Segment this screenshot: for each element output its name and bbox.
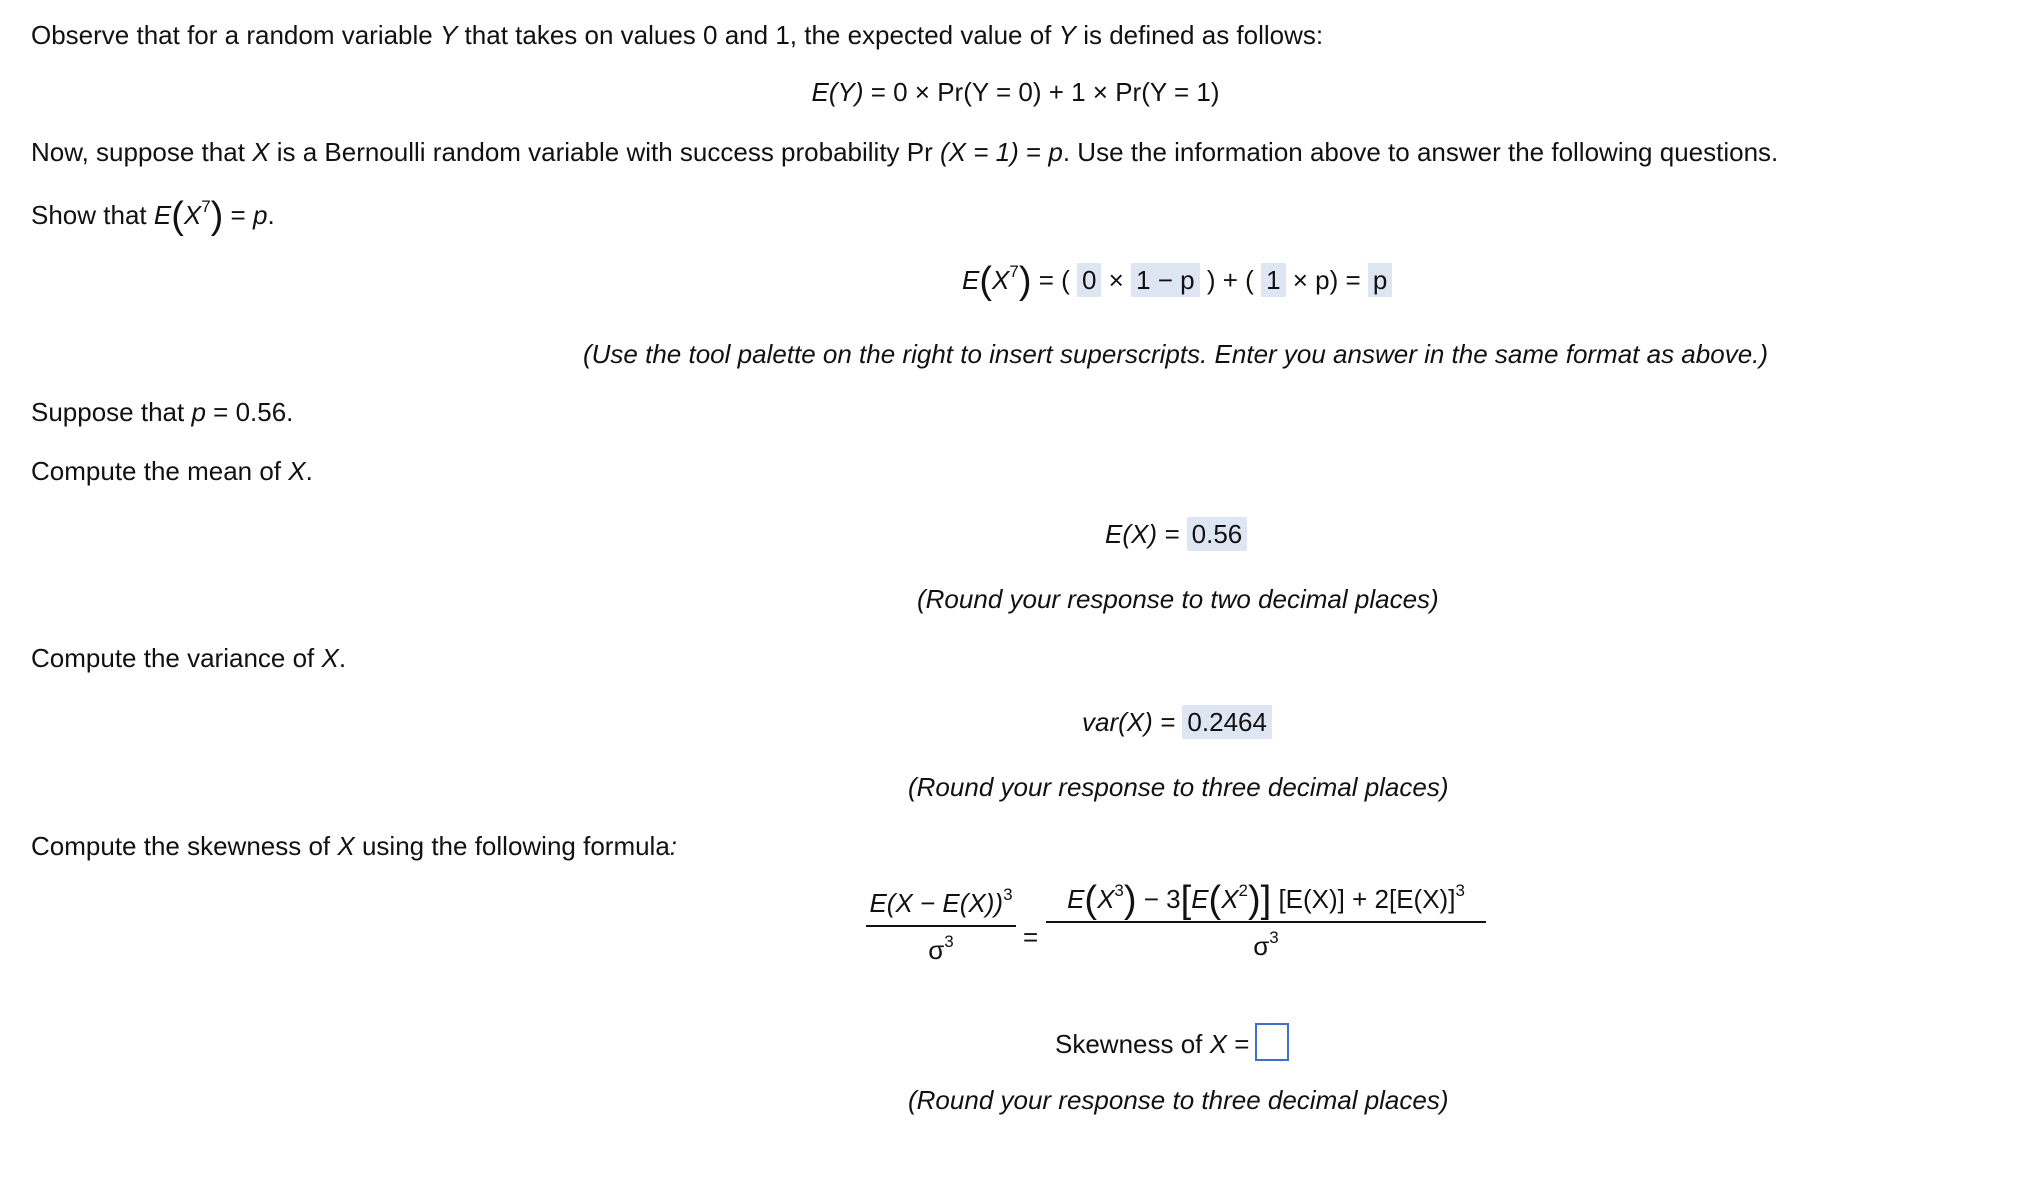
variance-prompt-text: Compute the variance of — [31, 643, 322, 673]
var-X: X — [337, 831, 355, 861]
ey-formula-left: E(Y) — [811, 77, 864, 107]
bernoulli-text-c: = — [1018, 137, 1049, 167]
mean-prompt-text: Compute the mean of — [31, 456, 289, 486]
var-X: X — [1097, 884, 1115, 914]
intro-text — [31, 20, 1323, 51]
skewness-answer-line — [1055, 1023, 1289, 1061]
exponent: 2 — [1238, 881, 1249, 900]
p-value-number: = 0.56. — [205, 397, 294, 427]
skewness-equals — [1023, 922, 1038, 953]
intro-text-b: that takes on values 0 and 1, the expected value of — [457, 20, 1059, 50]
exponent: 3 — [1114, 881, 1124, 900]
expectation-symbol: E — [153, 200, 172, 230]
q1-answer-field-1[interactable]: 0 — [1077, 263, 1101, 297]
skewness-hint — [908, 1085, 1449, 1116]
skewness-hint-text: (Round your response to three decimal places) — [908, 1085, 1449, 1115]
q1-hint-text: (Use the tool palette on the right to insert superscripts. Enter you answer in the same format as above.) — [583, 339, 1769, 369]
prob-expression: (X = 1) — [940, 137, 1019, 167]
show-that-prompt: Show that $E(X^7) = p$. — [31, 195, 275, 237]
mean-prompt — [31, 456, 313, 487]
equals-sign: = — [1023, 922, 1039, 952]
times-sign: × — [1101, 265, 1132, 295]
bernoulli-text — [31, 137, 1778, 168]
q1-answer-field-4[interactable]: p — [1368, 263, 1392, 297]
mean-answer-line — [1105, 519, 1247, 550]
mean-answer-field[interactable]: 0.56 — [1187, 517, 1248, 551]
skewness-prompt-text-b: using the following formula — [354, 831, 670, 861]
sigma-symbol: σ — [928, 935, 945, 965]
var-X: X — [992, 265, 1010, 295]
period: . — [338, 643, 347, 673]
skewness-label-b: = — [1226, 1029, 1250, 1059]
equals-sign: = — [223, 200, 253, 230]
ey-formula-right: = 0 × Pr(Y = 0) + 1 × Pr(Y = 1) — [870, 77, 1220, 107]
intro-text-a: Observe that for a random variable — [31, 20, 440, 50]
skewness-answer-input[interactable] — [1255, 1023, 1289, 1061]
skewness-rhs-fraction — [1046, 879, 1486, 962]
variance-prompt — [31, 643, 346, 674]
skewness-lhs-num-text: E(X − E(X)) — [869, 888, 1004, 918]
q1-answer-line: $E(X^7)$ = ( 0 × 1 − p ) + ( 1 × p) = p — [962, 265, 1392, 296]
bernoulli-text-b: is a Bernoulli random variable with success probability Pr — [269, 137, 940, 167]
p-value-text — [31, 397, 293, 428]
colon: : — [669, 831, 678, 861]
mean-hint-text: (Round your response to two decimal places) — [917, 584, 1439, 614]
q1-times-p: × p) = — [1285, 265, 1368, 295]
skewness-rhs-num-tail: [E(X)] + 2[E(X)] — [1271, 884, 1456, 914]
mean-label: E(X) = — [1105, 519, 1187, 549]
skewness-lhs-denominator — [866, 927, 1016, 966]
exponent: 7 — [1009, 262, 1019, 281]
period: . — [305, 456, 313, 486]
q1-hint — [583, 339, 1768, 370]
skewness-rhs-denominator — [1046, 923, 1486, 962]
var-p: p — [191, 397, 206, 427]
var-X: X — [252, 137, 270, 167]
variance-hint — [908, 772, 1449, 803]
q1-mid: ) + ( — [1199, 265, 1262, 295]
q1-answer-field-2[interactable]: 1 − p — [1131, 263, 1200, 297]
expectation-symbol: E — [1067, 884, 1085, 914]
ey-formula — [0, 77, 2031, 108]
var-p: p — [252, 200, 268, 230]
skewness-prompt — [31, 831, 677, 862]
skewness-prompt-text-a: Compute the skewness of — [31, 831, 338, 861]
variance-label: var(X) = — [1082, 707, 1183, 737]
variance-answer-field[interactable]: 0.2464 — [1182, 705, 1272, 739]
skewness-rhs-numerator: $E(X^3) - 3[E(X^2)] [E(X)] + 2[E(X)]^3$ — [1067, 879, 1465, 921]
skewness-lhs-numerator — [866, 885, 1016, 925]
q1-eq-open: = ( — [1031, 265, 1077, 295]
var-X: X — [1209, 1029, 1227, 1059]
var-X: X — [321, 643, 339, 673]
var-Y: Y — [439, 20, 458, 50]
intro-text-c: is defined as follows: — [1075, 20, 1324, 50]
exponent: 3 — [1455, 881, 1465, 900]
variance-answer-line — [1082, 707, 1272, 738]
exponent: 3 — [1003, 885, 1013, 904]
var-X: X — [1221, 884, 1239, 914]
exponent: 3 — [1269, 928, 1279, 948]
show-that-text: Show that — [31, 200, 154, 230]
expectation-symbol: E — [1191, 884, 1209, 914]
mean-hint — [917, 584, 1439, 615]
skewness-lhs-fraction — [866, 885, 1016, 966]
minus-three: − 3 — [1136, 884, 1181, 914]
var-X: X — [183, 200, 202, 230]
var-p: p — [1048, 137, 1063, 167]
var-X: X — [288, 456, 306, 486]
skewness-label-a: Skewness of — [1055, 1029, 1210, 1059]
expectation-symbol: E — [962, 265, 980, 295]
period: . — [267, 200, 275, 230]
bernoulli-text-a: Now, suppose that — [31, 137, 253, 167]
exponent: 3 — [944, 932, 954, 951]
q1-answer-field-3[interactable]: 1 — [1261, 263, 1285, 297]
var-Y: Y — [1058, 20, 1076, 50]
variance-hint-text: (Round your response to three decimal places) — [908, 772, 1449, 802]
exponent: 7 — [201, 197, 211, 216]
sigma-symbol: σ — [1253, 931, 1270, 962]
bernoulli-text-d: . Use the information above to answer the following questions. — [1062, 137, 1779, 167]
p-value-prefix: Suppose that — [31, 397, 192, 427]
